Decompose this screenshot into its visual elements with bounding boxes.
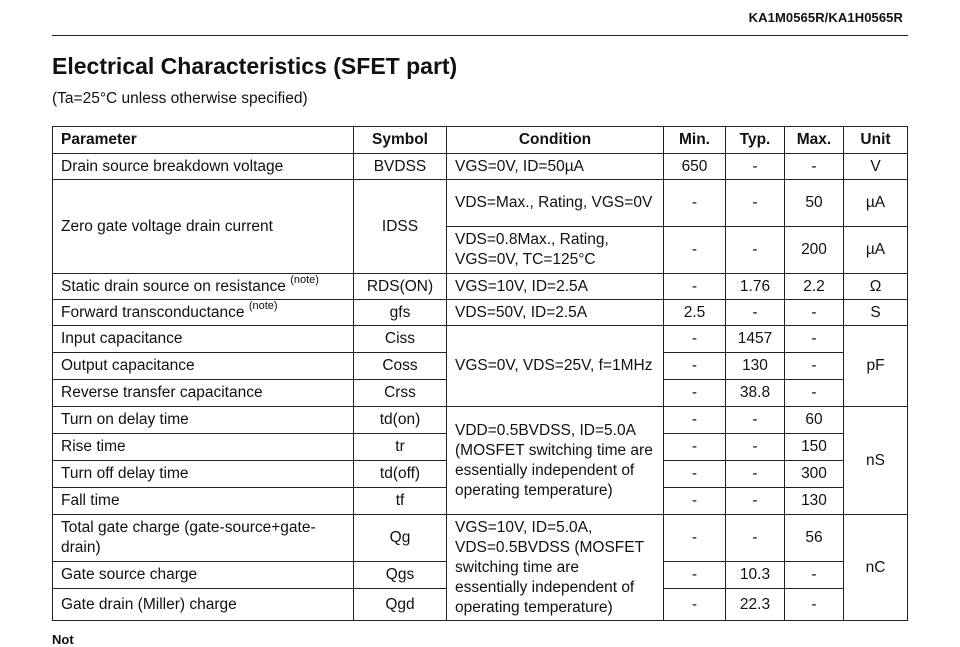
- min-cell: -: [664, 434, 726, 461]
- parameter-cell: Turn off delay time: [53, 461, 354, 488]
- parameter-cell: Zero gate voltage drain current: [53, 180, 354, 274]
- page-title: Electrical Characteristics (SFET part): [52, 53, 458, 79]
- parameter-cell: Gate source charge: [53, 562, 354, 589]
- min-cell: -: [664, 380, 726, 407]
- min-cell: -: [664, 353, 726, 380]
- parameter-cell: Turn on delay time: [53, 407, 354, 434]
- typ-cell: 130: [726, 353, 785, 380]
- symbol-cell: td(off): [354, 461, 447, 488]
- max-cell: -: [785, 589, 844, 621]
- max-cell: -: [785, 326, 844, 353]
- max-cell: 200: [785, 227, 844, 274]
- page-subtitle: (Ta=25°C unless otherwise specified): [52, 90, 308, 107]
- symbol-cell: Qgd: [354, 589, 447, 621]
- unit-cell: Ω: [844, 274, 908, 300]
- parameter-cell: Gate drain (Miller) charge: [53, 589, 354, 621]
- unit-cell: V: [844, 154, 908, 180]
- symbol-cell: gfs: [354, 300, 447, 326]
- max-cell: -: [785, 353, 844, 380]
- table-row: [53, 515, 908, 562]
- max-cell: 130: [785, 488, 844, 515]
- min-cell: -: [664, 274, 726, 300]
- max-cell: 60: [785, 407, 844, 434]
- unit-cell: nC: [844, 515, 908, 621]
- max-cell: 50: [785, 180, 844, 227]
- note-mark: (note): [290, 274, 319, 287]
- header-symbol: Symbol: [354, 127, 447, 154]
- max-cell: -: [785, 300, 844, 326]
- condition-cell: VGS=10V, ID=2.5A: [447, 274, 664, 300]
- max-cell: 300: [785, 461, 844, 488]
- min-cell: 650: [664, 154, 726, 180]
- max-cell: -: [785, 562, 844, 589]
- symbol-cell: IDSS: [354, 180, 447, 274]
- note-mark: (note): [248, 300, 278, 313]
- parameter-cell: Fall time: [53, 488, 354, 515]
- typ-cell: 22.3: [726, 589, 785, 621]
- min-cell: -: [664, 227, 726, 274]
- condition-cell: VDD=0.5BVDSS, ID=5.0A (MOSFET switching time are essentially independent of operating temperature): [447, 407, 664, 515]
- min-cell: -: [664, 488, 726, 515]
- min-cell: -: [664, 589, 726, 621]
- table-row: [53, 154, 908, 180]
- header-min: Min.: [664, 127, 726, 154]
- condition-cell: VGS=0V, VDS=25V, f=1MHz: [447, 326, 664, 407]
- header-max: Max.: [785, 127, 844, 154]
- table-row: [53, 326, 908, 353]
- parameter-cell: Output capacitance: [53, 353, 354, 380]
- max-cell: 150: [785, 434, 844, 461]
- table-row: [53, 300, 908, 326]
- parameter-text: Forward transconductance: [61, 303, 245, 321]
- parameter-cell: Total gate charge (gate-source+gate-drain): [53, 515, 354, 562]
- min-cell: -: [664, 562, 726, 589]
- symbol-cell: Crss: [354, 380, 447, 407]
- min-cell: -: [664, 515, 726, 562]
- min-cell: -: [664, 326, 726, 353]
- unit-cell: S: [844, 300, 908, 326]
- typ-cell: -: [726, 154, 785, 180]
- unit-cell: µA: [844, 227, 908, 274]
- unit-cell: µA: [844, 180, 908, 227]
- header-rule: [52, 35, 908, 36]
- unit-cell: nS: [844, 407, 908, 515]
- symbol-cell: Qg: [354, 515, 447, 562]
- condition-cell: VGS=10V, ID=5.0A, VDS=0.5BVDSS (MOSFET switching time are essentially independent of operating temperature): [447, 515, 664, 621]
- max-cell: 56: [785, 515, 844, 562]
- symbol-cell: RDS(ON): [354, 274, 447, 300]
- symbol-cell: BVDSS: [354, 154, 447, 180]
- table-row: [53, 274, 908, 300]
- table-header-row: [53, 127, 908, 154]
- typ-cell: -: [726, 300, 785, 326]
- parameter-cell: [53, 300, 354, 326]
- typ-cell: -: [726, 461, 785, 488]
- typ-cell: -: [726, 488, 785, 515]
- typ-cell: 38.8: [726, 380, 785, 407]
- header-unit: Unit: [844, 127, 908, 154]
- parameter-text: Static drain source on resistance: [61, 277, 286, 295]
- header-condition: Condition: [447, 127, 664, 154]
- parameter-cell: Rise time: [53, 434, 354, 461]
- unit-cell: pF: [844, 326, 908, 407]
- typ-cell: -: [726, 227, 785, 274]
- symbol-cell: Qgs: [354, 562, 447, 589]
- typ-cell: 1.76: [726, 274, 785, 300]
- max-cell: 2.2: [785, 274, 844, 300]
- typ-cell: 1457: [726, 326, 785, 353]
- parameter-cell: Drain source breakdown voltage: [53, 154, 354, 180]
- electrical-characteristics-table: [52, 126, 908, 621]
- typ-cell: -: [726, 407, 785, 434]
- parameter-cell: Input capacitance: [53, 326, 354, 353]
- symbol-cell: Coss: [354, 353, 447, 380]
- condition-cell: VGS=0V, ID=50µA: [447, 154, 664, 180]
- typ-cell: -: [726, 434, 785, 461]
- symbol-cell: tf: [354, 488, 447, 515]
- condition-cell: VDS=Max., Rating, VGS=0V: [447, 180, 664, 227]
- symbol-cell: Ciss: [354, 326, 447, 353]
- max-cell: -: [785, 380, 844, 407]
- min-cell: -: [664, 180, 726, 227]
- condition-cell: VDS=0.8Max., Rating, VGS=0V, TC=125°C: [447, 227, 664, 274]
- part-number: KA1M0565R/KA1H0565R: [748, 10, 903, 25]
- min-cell: -: [664, 461, 726, 488]
- table-row: [53, 180, 908, 227]
- max-cell: -: [785, 154, 844, 180]
- symbol-cell: tr: [354, 434, 447, 461]
- header-typ: Typ.: [726, 127, 785, 154]
- min-cell: -: [664, 407, 726, 434]
- note-heading: Not: [52, 632, 74, 647]
- parameter-cell: [53, 274, 354, 300]
- symbol-cell: td(on): [354, 407, 447, 434]
- header-parameter: Parameter: [53, 127, 354, 154]
- typ-cell: -: [726, 180, 785, 227]
- table-row: [53, 407, 908, 434]
- typ-cell: 10.3: [726, 562, 785, 589]
- condition-cell: VDS=50V, ID=2.5A: [447, 300, 664, 326]
- parameter-cell: Reverse transfer capacitance: [53, 380, 354, 407]
- typ-cell: -: [726, 515, 785, 562]
- min-cell: 2.5: [664, 300, 726, 326]
